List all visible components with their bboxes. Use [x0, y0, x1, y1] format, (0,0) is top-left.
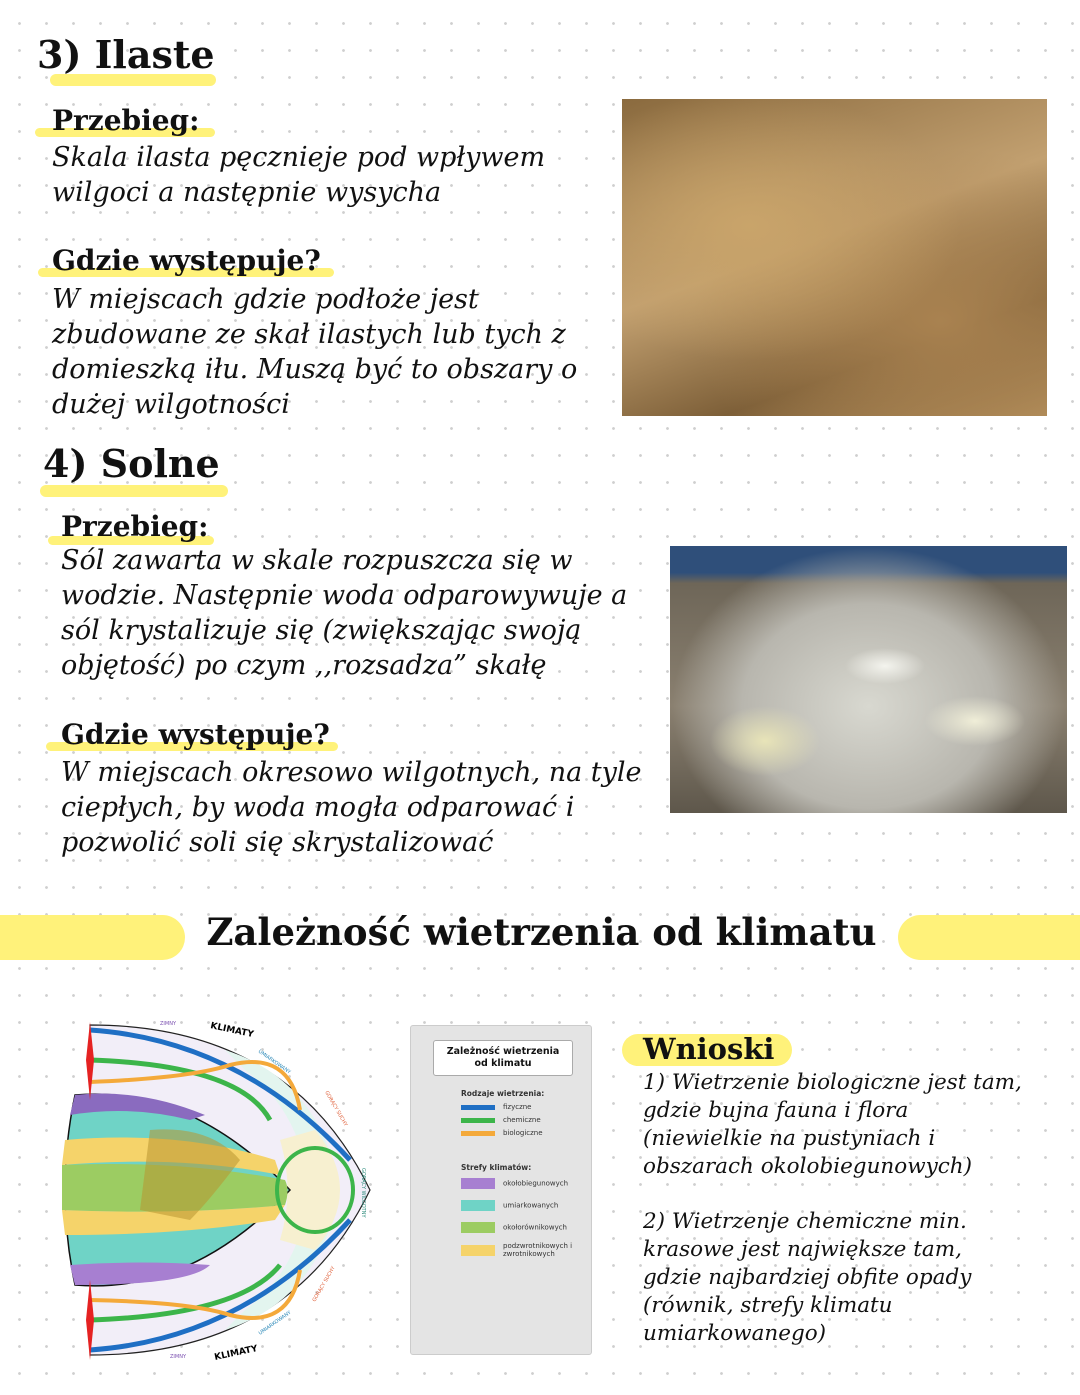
text-line: dużej wilgotności [52, 389, 290, 420]
text-line: wilgoci a następnie wysycha [52, 177, 442, 208]
legend-types-heading: Rodzaje wietrzenia: [461, 1089, 545, 1098]
where-heading: Gdzie występuje? [61, 718, 330, 751]
text-line: sól krystalizuje się (zwiększając swoją [61, 615, 582, 646]
banner-highlight-right [898, 915, 1080, 960]
legend-item-fizyczne: fizyczne [461, 1103, 591, 1111]
label-klimaty-bottom: KLIMATY [213, 1344, 259, 1363]
section-title-solne: 4) Solne [43, 441, 220, 486]
conclusions-title: Wnioski [643, 1032, 775, 1066]
label-umiarkowany-bottom: UMIARKOWANY [257, 1309, 293, 1337]
text-line: gdzie bujna fauna i flora [643, 1098, 909, 1123]
where-heading: Gdzie występuje? [52, 244, 321, 277]
section-title-ilaste: 3) Ilaste [37, 32, 215, 77]
conclusion-1 [643, 1069, 1022, 1181]
text-line: (niewielkie na pustyniach i [643, 1126, 936, 1151]
process-text [52, 140, 545, 210]
text-line: domieszką iłu. Muszą być to obszary o [52, 354, 578, 385]
legend-item-biologiczne: biologiczne [461, 1129, 591, 1137]
section-banner-title: Zależność wietrzenia od klimatu [206, 910, 877, 954]
label-goracy-suchy-bottom: GORĄCY SUCHY [311, 1265, 337, 1303]
text-line: Sól zawarta w skale rozpuszcza się w [61, 545, 573, 576]
text-line: objętość) po czym ,,rozsadza” skałę [61, 650, 547, 681]
text-line: Skala ilasta pęcznieje pod wpływem [52, 142, 546, 173]
process-heading: Przebieg: [61, 510, 209, 543]
legend-panel [410, 1025, 592, 1355]
where-text [61, 755, 642, 860]
text-line: gdzie najbardziej obfite opady [643, 1265, 972, 1290]
legend-title-line: od klimatu [474, 1058, 532, 1069]
legend-item-chemiczne: chemiczne [461, 1116, 591, 1124]
process-heading: Przebieg: [52, 104, 200, 137]
climate-weathering-diagram [40, 1010, 390, 1370]
legend-zone-okolobiegunowych: okołobiegunowych [461, 1178, 591, 1189]
where-text [52, 282, 577, 422]
legend-zone-okolorownikowych: okołorównikowych [461, 1222, 591, 1233]
text-line: (równik, strefy klimatu [643, 1293, 893, 1318]
conclusion-2 [643, 1208, 971, 1348]
text-line: W miejscach okresowo wilgotnych, na tyle [61, 757, 642, 788]
text-line: umiarkowanego) [643, 1321, 827, 1346]
text-line: 1) Wietrzenie biologiczne jest tam, [643, 1070, 1022, 1095]
label-umiarkowany-top: UMIARKOWANY [256, 1048, 292, 1076]
text-line: krasowe jest największe tam, [643, 1237, 962, 1262]
label-goracy-suchy-top: GORĄCY SUCHY [323, 1090, 349, 1128]
label-klimaty-top: KLIMATY [209, 1021, 255, 1041]
legend-zones-heading: Strefy klimatów: [461, 1163, 532, 1172]
salt-rock-photo [670, 546, 1067, 813]
label-goracy-wilgotny: GORĄCY WILGOTNY [360, 1168, 366, 1218]
clay-rock-photo [622, 99, 1047, 416]
text-line: zbudowane ze skał ilastych lub tych z [52, 319, 566, 350]
legend-zone-zwrotnikowych: podzwrotnikowych i zwrotnikowych [461, 1242, 591, 1258]
text-line: ciepłych, by woda mogła odparować i [61, 792, 575, 823]
text-line: pozwolić soli się skrystalizować [61, 827, 494, 858]
legend-title-line: Zależność wietrzenia [446, 1046, 560, 1057]
label-zimny-top: ZIMNY [160, 1021, 177, 1027]
text-line: wodzie. Następnie woda odparowywuje a [61, 580, 628, 611]
text-line: obszarach okolobiegunowych) [643, 1154, 973, 1179]
text-line: 2) Wietrzenje chemiczne min. [643, 1209, 967, 1234]
text-line: W miejscach gdzie podłoże jest [52, 284, 479, 315]
legend-title [433, 1040, 573, 1076]
label-zimny-bottom: ZIMNY [170, 1354, 187, 1360]
banner-highlight-left [0, 915, 185, 960]
process-text [61, 543, 627, 683]
legend-zone-umiarkowanych: umiarkowanych [461, 1200, 591, 1211]
